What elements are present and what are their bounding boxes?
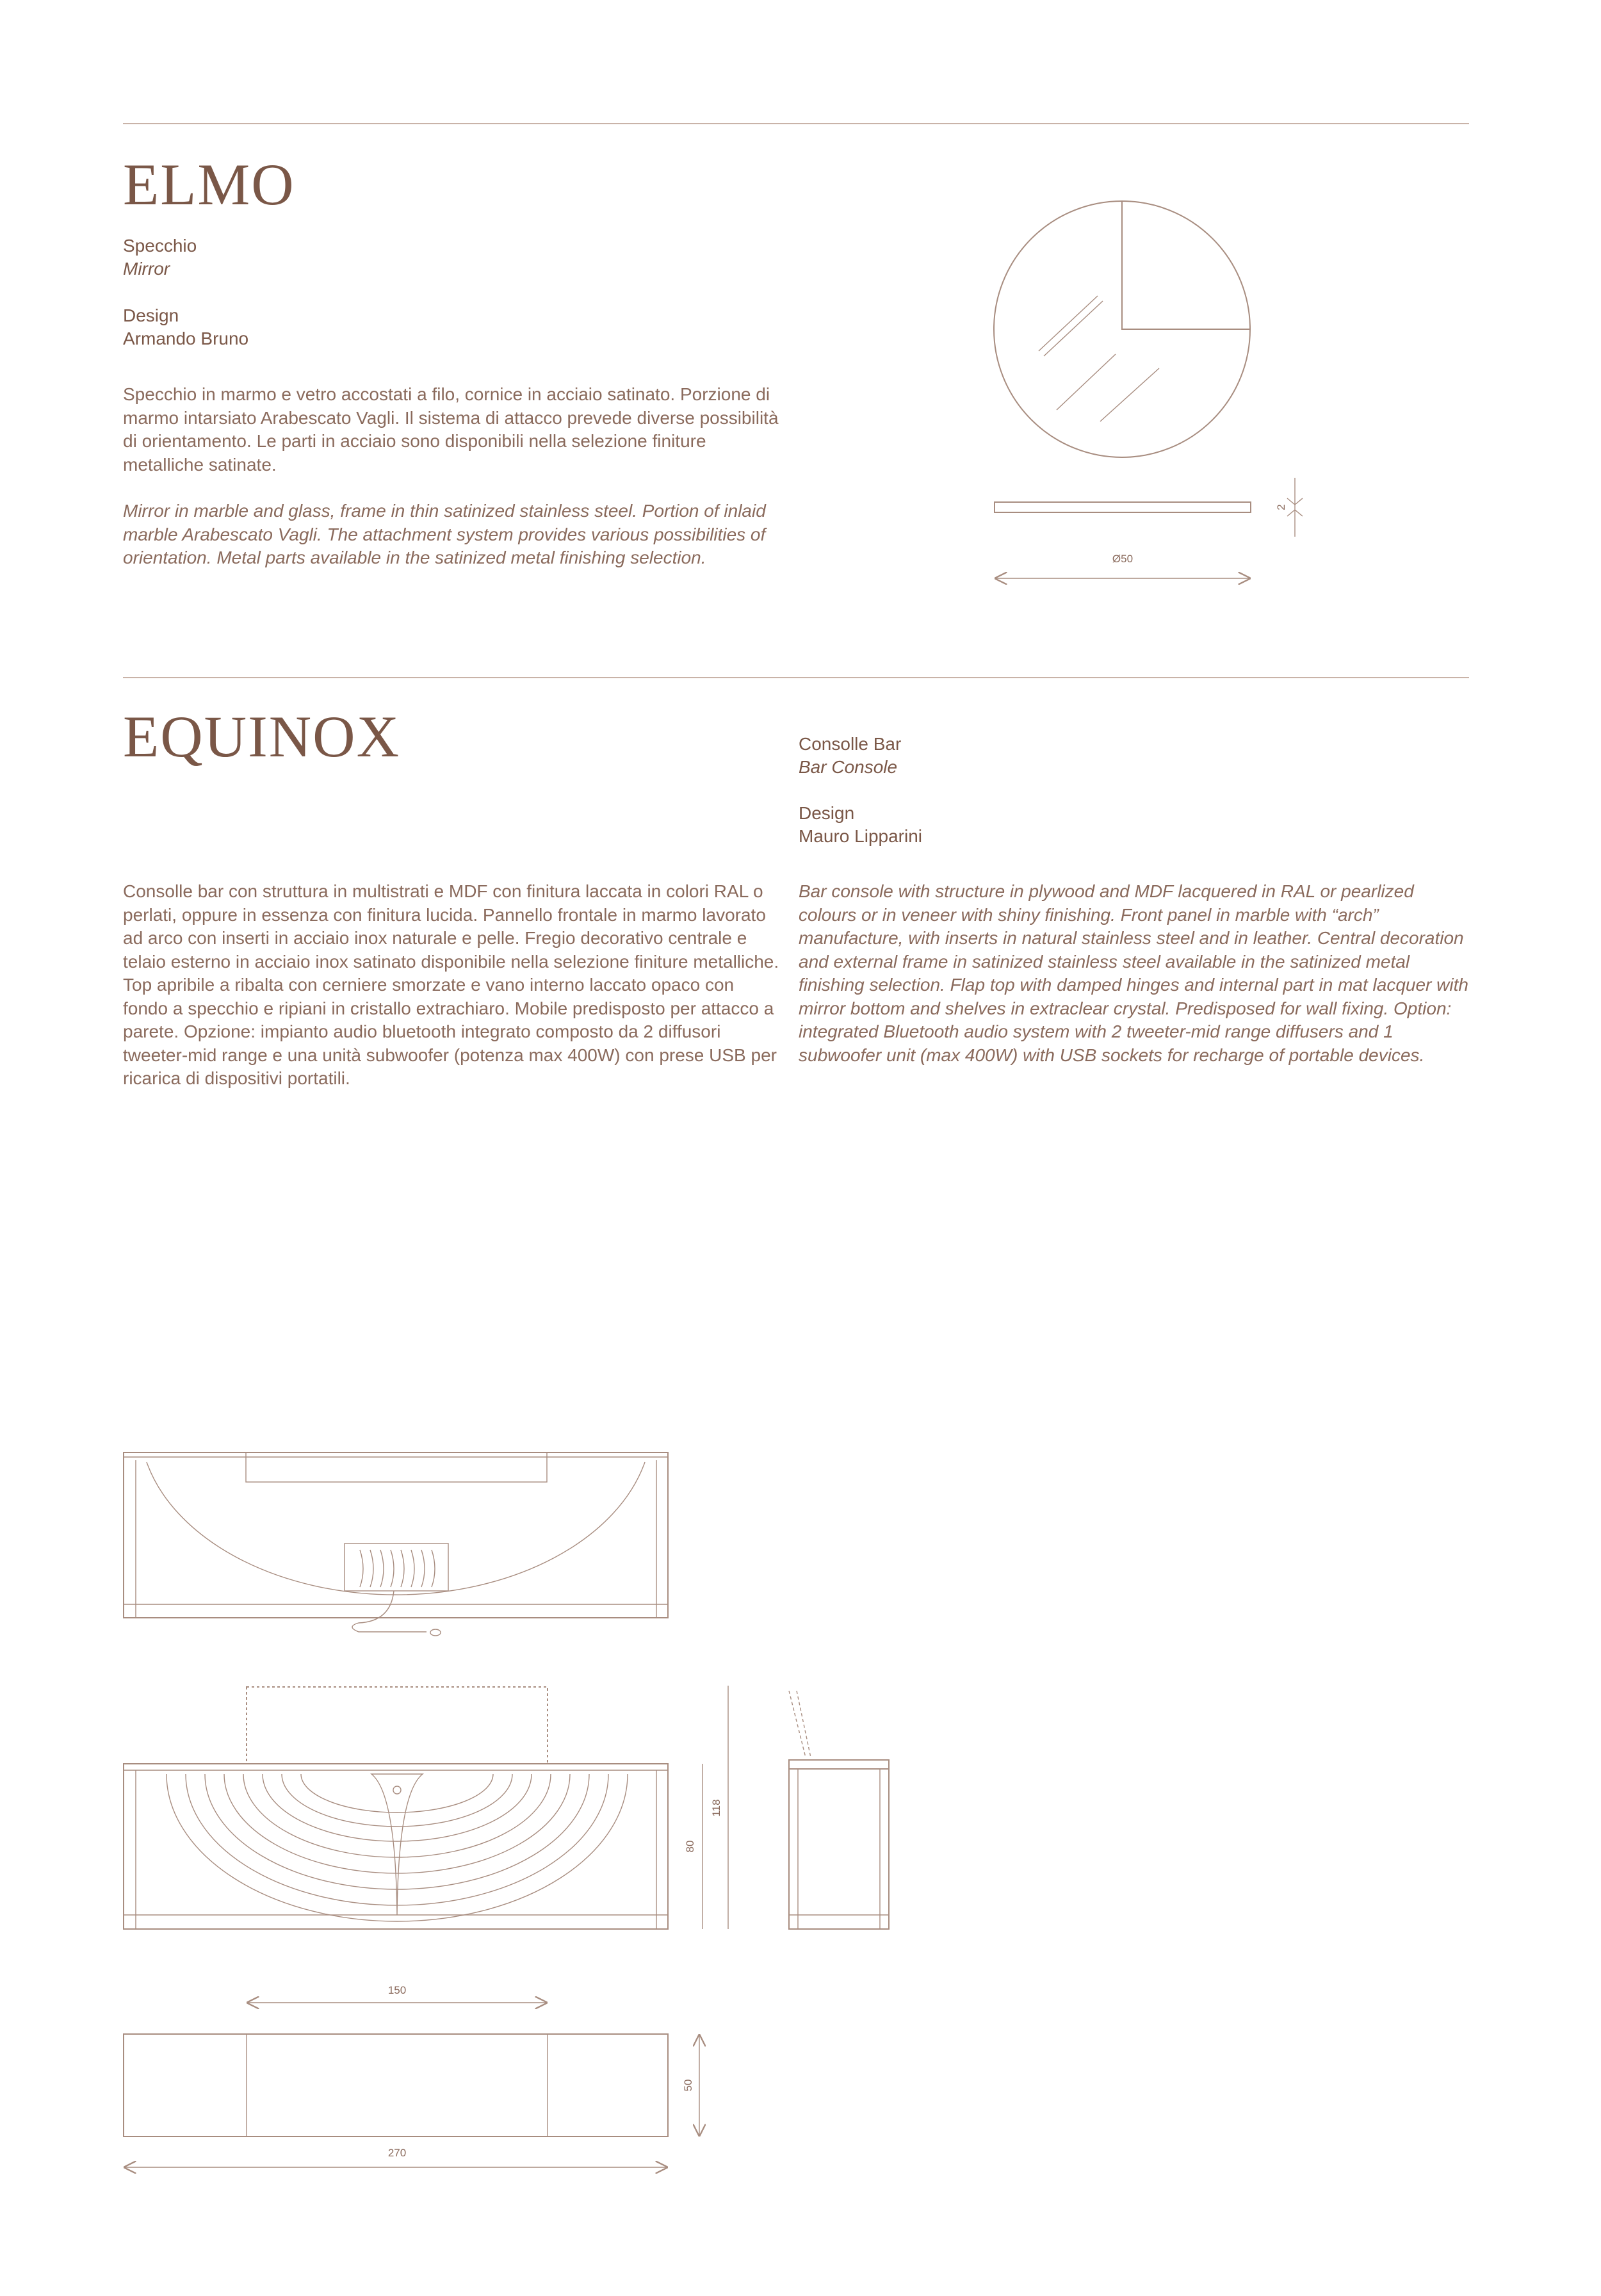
elmo-category-en: Mirror	[123, 259, 170, 279]
equinox-description-en: Bar console with structure in plywood and MDF lacquered in RAL or pearlized colours or in veneer with shiny finishing. Front panel in marble with “arch” manufacture, with inserts in natural stainless steel and in leather. Central decoration and external frame in satinized stainless steel available in the satinized metal finishing selection. Flap top with damped hinges and internal part in mat lacquer with mirror bottom and shelves in extraclear crystal. Predisposed for wall fixing. Option: integrated Bluetooth audio system with 2 tweeter-mid range diffusers and 1 subwoofer unit (max 400W) with USB sockets for recharge of portable devices.	[799, 881, 1468, 1065]
equinox-dim-top-width: 150	[387, 1984, 407, 1996]
equinox-dim-height: 80	[684, 1840, 696, 1853]
elmo-mirror-side-view	[995, 478, 1303, 578]
equinox-front-view	[124, 1686, 728, 1929]
equinox-category-en: Bar Console	[799, 757, 898, 777]
elmo-designer: Armando Bruno	[123, 329, 249, 348]
elmo-dim-thickness: 2	[1275, 504, 1287, 510]
equinox-dim-open-height: 118	[710, 1799, 722, 1817]
equinox-dim-width: 270	[387, 2147, 407, 2159]
elmo-description-en: Mirror in marble and glass, frame in thin satinized stainless steel. Portion of inlaid marble Arabescato Vagli. The attachment system provides various possibilities of orientation. Metal parts available in the satinized metal finishing selection.	[123, 501, 766, 567]
equinox-category-it: Consolle Bar	[799, 734, 902, 754]
elmo-description-it: Specchio in marmo e vetro accostati a filo, cornice in acciaio satinato. Porzione di marmo intarsiato Arabescato Vagli. Il sistema di attacco prevede diverse possibilità di orientamento. Le parti in acciaio sono disponibili nella selezione finiture metalliche satinate.	[123, 384, 779, 475]
equinox-dim-depth: 50	[682, 2079, 694, 2092]
elmo-design-label: Design	[123, 305, 179, 325]
equinox-design-label: Design	[799, 803, 855, 823]
elmo-category-it: Specchio	[123, 236, 197, 256]
equinox-description-it: Consolle bar con struttura in multistrati e MDF con finitura laccata in colori RAL o perlati, oppure in essenza con finitura lucida. Pannello frontale in marmo lavorato ad arco con inserti in acciaio inox naturale e pelle. Fregio decorativo centrale e telaio esterno in acciaio inox satinato disponibile nella selezione finiture metalliche. Top apribile a ribalta con cerniere smorzate e vano interno laccato opaco con fondo a specchio e ripiani in cristallo extrachiaro. Mobile predisposto per attacco a parete. Opzione: impianto audio bluetooth integrato composto da 2 diffusori tweeter-mid range e una unità subwoofer (potenza max 400W) con prese USB per ricarica di dispositivi portatili.	[123, 881, 779, 1088]
elmo-mirror-front-view	[994, 201, 1250, 457]
equinox-title: EQUINOX	[123, 704, 401, 769]
equinox-side-view	[789, 1691, 889, 1929]
elmo-title: ELMO	[123, 152, 295, 217]
equinox-interior-view	[124, 1453, 668, 1636]
equinox-designer: Mauro Lipparini	[799, 826, 922, 846]
equinox-plan-view	[124, 1984, 699, 2167]
elmo-dim-diameter: Ø50	[1112, 553, 1134, 565]
